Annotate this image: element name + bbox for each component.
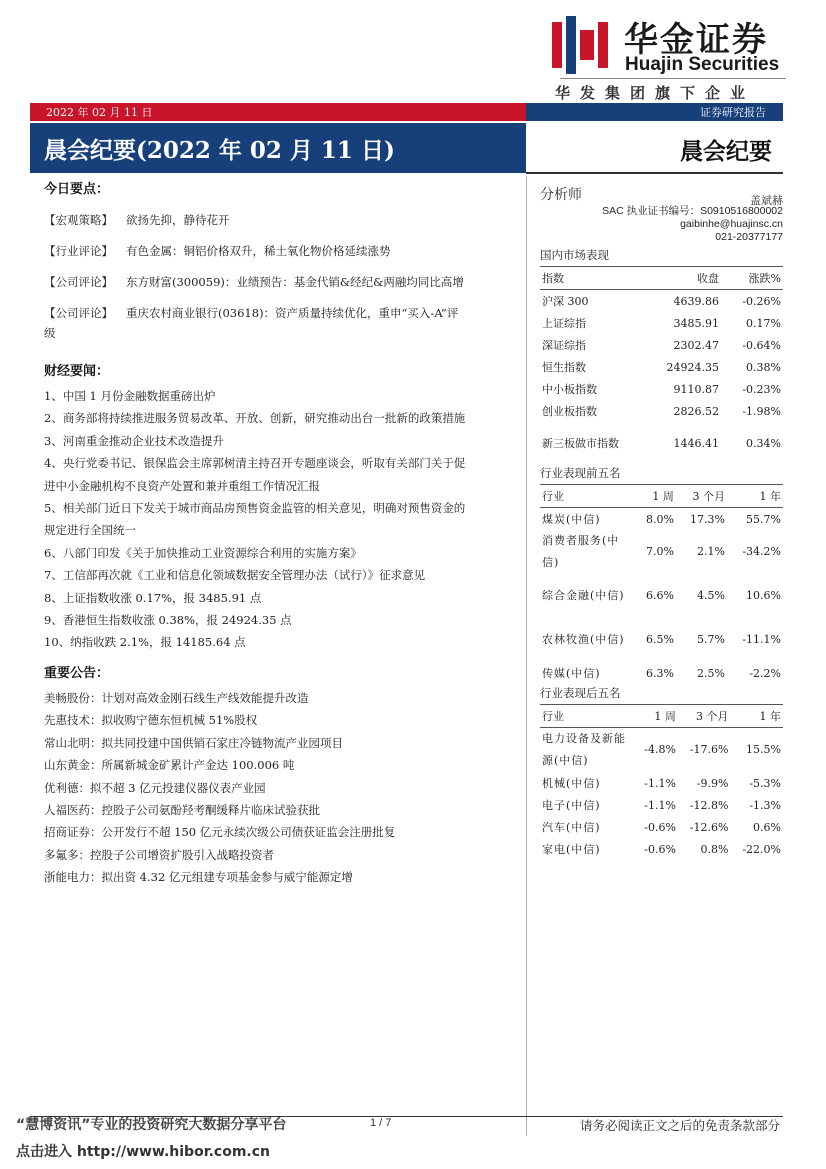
index-name: 中小板指数 <box>542 383 597 396</box>
page-title: 晨会纪要(2022 年 02 月 11 日) <box>44 137 395 164</box>
change-value: 0.17% <box>746 316 781 330</box>
news-item: 6、八部门印发《关于加快推动工业资源综合利用的实施方案》 <box>44 545 362 560</box>
year-change: -34.2% <box>742 545 781 558</box>
week-change: -0.6% <box>644 842 676 856</box>
table-header-row <box>540 267 783 290</box>
header-cell: 收盘 <box>639 267 721 290</box>
table-row <box>540 400 783 422</box>
announcement-item: 招商证券：公开发行不超 150 亿元永续次级公司债获证监会注册批复 <box>44 825 396 840</box>
close-value: 3485.91 <box>673 316 720 330</box>
title-underline <box>526 172 783 174</box>
header-divider <box>560 78 786 79</box>
index-name: 上证综指 <box>542 317 586 330</box>
huajin-logo-icon <box>552 16 608 74</box>
year-change: 55.7% <box>746 512 781 526</box>
highlight-tag: 【行业评论】 <box>44 244 113 258</box>
news-item: 进中小金融机构不良资产处置和兼并重组工作情况汇报 <box>44 478 320 493</box>
highlight-text: 有色金属：铜铝价格双升，稀土氧化物价格延续涨势 <box>126 244 391 258</box>
table-row <box>540 378 783 400</box>
industry-name: 电力设备及新能源(中信) <box>542 732 626 767</box>
three-month-change: 5.7% <box>697 633 725 646</box>
week-change: -1.1% <box>644 798 676 812</box>
three-month-change: -17.6% <box>689 743 729 756</box>
highlights-heading: 今日要点： <box>44 182 110 197</box>
announcements-list <box>44 687 514 889</box>
industry-name: 机械(中信) <box>542 777 601 790</box>
year-change: 10.6% <box>746 589 781 602</box>
announcement-item: 美畅股份：计划对高效金刚石线生产线效能提升改造 <box>44 691 309 705</box>
header-cell: 指数 <box>540 267 639 290</box>
announcement-item: 多氟多：控股子公司增资扩股引入战略投资者 <box>44 847 274 862</box>
analyst-phone: 021-20377177 <box>715 231 783 243</box>
table-row <box>540 530 783 574</box>
change-value: 0.34% <box>746 437 781 450</box>
change-value: -0.64% <box>742 338 781 352</box>
news-list <box>44 385 514 654</box>
table-caption: 国内市场表现 <box>540 244 783 267</box>
week-change: 6.3% <box>645 666 674 680</box>
highlight-tag: 【宏观策略】 <box>44 213 113 227</box>
footer-platform-quote: “慧博资讯”专业的投资研究大数据分享平台 <box>16 1117 287 1133</box>
disclaimer-note: 请务必阅读正文之后的免责条款部分 <box>580 1118 781 1133</box>
news-item: 10、纳指收跌 2.1%，报 14185.64 点 <box>44 635 246 650</box>
index-name: 沪深 300 <box>542 295 589 308</box>
year-change: 15.5% <box>746 743 781 756</box>
header-cell: 行业 <box>540 705 634 728</box>
highlight-item <box>44 209 514 231</box>
highlight-item <box>44 302 514 324</box>
header-cell: 涨跌% <box>721 267 783 290</box>
year-change: -1.3% <box>749 798 781 812</box>
section-title: 晨会纪要 <box>680 139 772 165</box>
page-number: 1 / 7 <box>370 1117 392 1129</box>
industry-name: 综合金融(中信) <box>542 589 625 602</box>
table-row <box>540 574 783 618</box>
analyst-name: 盖斌赫 <box>750 194 783 207</box>
news-item: 1、中国 1 月份金融数据重磅出炉 <box>44 389 216 403</box>
header-cell: 1 周 <box>634 485 676 508</box>
announcement-item: 优利德：拟不超 3 亿元投建仪器仪表产业园 <box>44 780 266 795</box>
hibor-link[interactable]: 点击进入 http://www.hibor.com.cn <box>16 1144 271 1160</box>
news-item: 4、央行党委书记、银保监会主席郭树清主持召开专题座谈会，听取有关部门关于促 <box>44 456 466 471</box>
table-row <box>540 618 783 662</box>
logo-english-name: Huajin Securities <box>625 54 780 75</box>
change-value: -0.23% <box>742 382 781 396</box>
report-type: 证券研究报告 <box>700 106 766 119</box>
industry-name: 汽车(中信) <box>542 821 601 834</box>
logo-chinese-name: 华金证券 <box>624 20 768 60</box>
news-item: 7、工信部再次就《工业和信息化领域数据安全管理办法（试行）》征求意见 <box>44 568 426 583</box>
top5-industry-table <box>540 462 783 684</box>
analyst-cert: SAC 执业证书编号：S0910516800002 <box>602 205 783 217</box>
industry-name: 煤炭(中信) <box>542 513 601 526</box>
three-month-change: -9.9% <box>696 776 729 790</box>
table-row <box>540 508 783 531</box>
company-tagline: 华发集团旗下企业 <box>555 84 756 102</box>
announcement-item: 常山北明：拟共同投建中国供销石家庄冷链物流产业园项目 <box>44 735 343 750</box>
year-change: -11.1% <box>742 633 781 646</box>
header-cell: 3 个月 <box>676 485 727 508</box>
highlights-section <box>44 178 514 344</box>
week-change: 6.5% <box>645 633 674 646</box>
close-value: 9110.87 <box>673 382 720 396</box>
news-item: 2、商务部将持续推进服务贸易改革、开放、创新，研究推动出台一批新的政策措施 <box>44 411 466 426</box>
table-caption: 行业表现后五名 <box>540 682 783 705</box>
table-row <box>540 312 783 334</box>
table-row <box>540 816 783 838</box>
highlight-tag: 【公司评论】 <box>44 306 113 320</box>
week-change: -1.1% <box>644 776 676 790</box>
change-value: -1.98% <box>742 404 781 418</box>
close-value: 2302.47 <box>673 338 720 352</box>
table-row <box>540 662 783 684</box>
header-cell: 3 个月 <box>678 705 731 728</box>
finance-news-section <box>44 360 514 654</box>
index-name: 创业板指数 <box>542 405 597 418</box>
close-value: 1446.41 <box>673 437 720 450</box>
industry-name: 消费者服务(中信) <box>542 534 620 569</box>
year-change: -22.0% <box>742 842 781 856</box>
highlight-text: 东方财富(300059)：业绩预告：基金代销&经纪&两融均同比高增 <box>126 275 464 289</box>
index-name: 新三板做市指数 <box>542 437 619 450</box>
table-row <box>540 794 783 816</box>
table-header-row <box>540 705 783 728</box>
week-change: -4.8% <box>644 743 676 756</box>
three-month-change: 2.5% <box>697 666 725 680</box>
week-change: 6.6% <box>645 589 674 602</box>
table-row <box>540 728 783 773</box>
week-change: 8.0% <box>645 512 674 526</box>
table-row <box>540 290 783 313</box>
three-month-change: -12.8% <box>689 798 729 812</box>
change-value: -0.26% <box>742 294 781 308</box>
header-cell: 1 年 <box>727 485 783 508</box>
highlight-text: 重庆农村商业银行(03618)：资产质量持续优化，重申“买入-A”评 <box>126 306 459 320</box>
three-month-change: 17.3% <box>690 512 725 526</box>
header-cell: 1 年 <box>730 705 783 728</box>
three-month-change: 2.1% <box>697 545 725 558</box>
year-change: -5.3% <box>749 776 781 790</box>
column-divider <box>526 176 527 1136</box>
close-value: 2826.52 <box>673 404 720 418</box>
announcements-heading: 重要公告： <box>44 666 110 681</box>
index-name: 恒生指数 <box>542 361 586 374</box>
table-caption: 行业表现前五名 <box>540 462 783 485</box>
header-cell: 1 周 <box>634 705 678 728</box>
highlight-text: 欲扬先抑，静待花开 <box>126 213 230 227</box>
analyst-email[interactable]: gaibinhe@huajinsc.cn <box>680 218 783 230</box>
industry-name: 传媒(中信) <box>542 667 601 680</box>
highlight-item <box>44 240 514 262</box>
announcements-section <box>44 662 514 889</box>
highlight-tag: 【公司评论】 <box>44 275 113 289</box>
highlight-wrap-tail: 级 <box>44 326 56 340</box>
week-change: 7.0% <box>645 545 674 558</box>
report-date: 2022 年 02 月 11 日 <box>46 106 153 119</box>
year-change: -2.2% <box>749 666 781 680</box>
three-month-change: -12.6% <box>689 820 729 834</box>
table-row <box>540 838 783 860</box>
table-row <box>540 422 783 466</box>
market-performance-table <box>540 244 783 466</box>
close-value: 24924.35 <box>666 360 720 374</box>
bottom5-industry-table <box>540 682 783 860</box>
close-value: 4639.86 <box>673 294 720 308</box>
industry-name: 农林牧渔(中信) <box>542 633 625 646</box>
news-heading: 财经要闻： <box>44 364 110 379</box>
header-cell: 行业 <box>540 485 634 508</box>
analyst-info <box>540 184 783 244</box>
announcement-item: 人福医药：控股子公司氨酚羟考酮缓释片临床试验获批 <box>44 803 320 818</box>
industry-name: 家电(中信) <box>542 843 601 856</box>
index-name: 深证综指 <box>542 339 586 352</box>
announcement-item: 山东黄金：所属新城金矿累计产金达 100.006 吨 <box>44 758 295 773</box>
analyst-label: 分析师 <box>540 187 582 203</box>
news-item: 5、相关部门近日下发关于城市商品房预售资金监管的相关意见，明确对预售资金的 <box>44 501 466 516</box>
announcement-item: 浙能电力：拟出资 4.32 亿元组建专项基金参与威宁能源定增 <box>44 870 353 885</box>
three-month-change: 4.5% <box>697 589 725 602</box>
table-header-row <box>540 485 783 508</box>
news-item: 3、河南重金推动企业技术改造提升 <box>44 433 224 448</box>
table-row <box>540 772 783 794</box>
announcement-item: 先惠技术：拟收购宁德东恒机械 51%股权 <box>44 713 258 728</box>
news-item: 规定进行全国统一 <box>44 523 136 538</box>
news-item: 8、上证指数收涨 0.17%，报 3485.91 点 <box>44 590 262 605</box>
news-item: 9、香港恒生指数收涨 0.38%，报 24924.35 点 <box>44 613 292 628</box>
week-change: -0.6% <box>644 820 676 834</box>
table-row <box>540 334 783 356</box>
three-month-change: 0.8% <box>700 842 729 856</box>
change-value: 0.38% <box>746 360 781 374</box>
table-row <box>540 356 783 378</box>
year-change: 0.6% <box>753 820 781 834</box>
highlight-item <box>44 271 514 293</box>
industry-name: 电子(中信) <box>542 799 601 812</box>
